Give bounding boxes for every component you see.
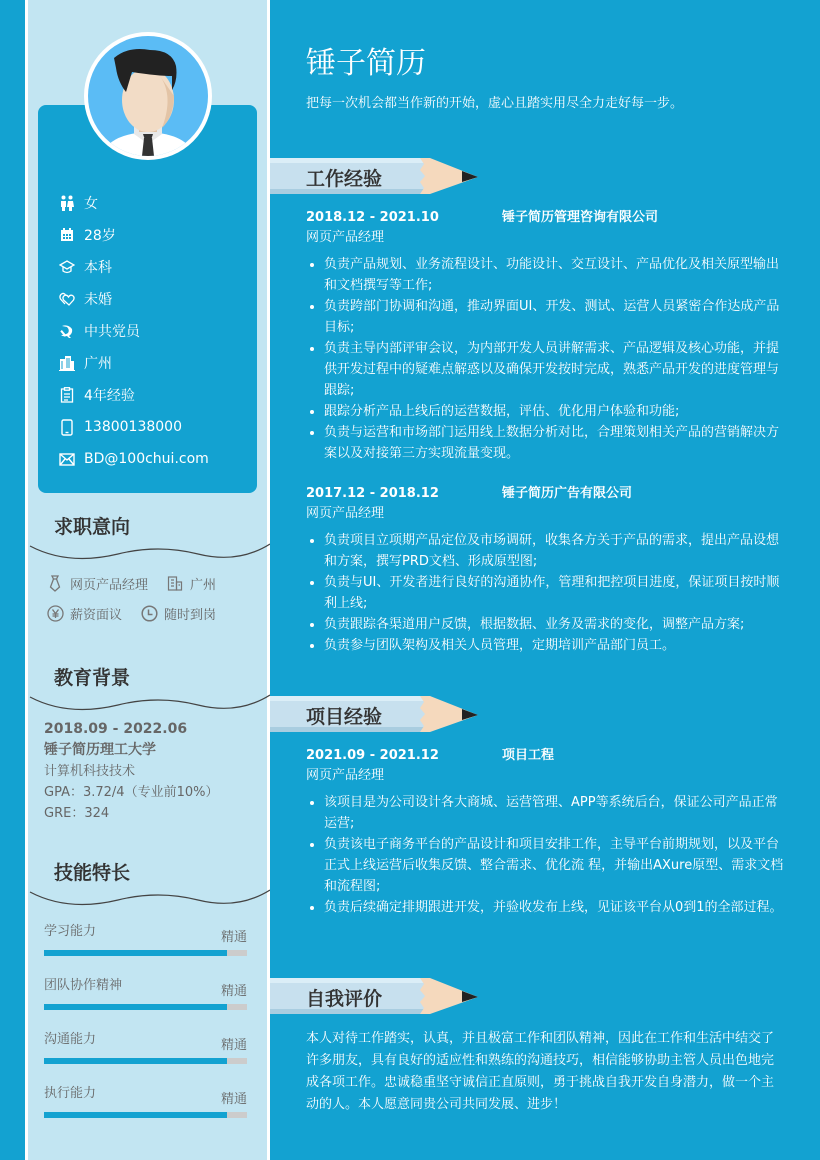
building-icon — [166, 574, 184, 592]
info-label: BD@100chui.com — [84, 451, 209, 467]
info-label: 未婚 — [84, 292, 112, 308]
self-eval-section-header — [270, 978, 480, 1018]
info-gender — [58, 187, 209, 219]
skill-progress-fill — [44, 950, 227, 956]
info-experience — [58, 379, 209, 411]
skill-level: 精通 — [220, 1092, 247, 1107]
skill-level: 精通 — [220, 1038, 247, 1053]
job-intent-grid — [28, 568, 267, 628]
graduation-cap-icon — [58, 258, 76, 276]
entry-period: 2021.09 - 2021.12 — [306, 748, 439, 763]
bullet-item: 负责后续确定排期跟进开发，并验收发布上线，见证该平台从0到1的全部过程。 — [306, 897, 786, 918]
section-title: 技能特长 — [54, 862, 131, 884]
info-degree — [58, 251, 209, 283]
info-politics — [58, 315, 209, 347]
info-label: 女 — [84, 196, 98, 212]
hearts-icon — [58, 290, 76, 308]
education-period: 2018.09 - 2022.06 — [44, 721, 188, 737]
intent-label: 广州 — [190, 577, 217, 593]
work-entry — [306, 208, 786, 464]
personal-info-list — [58, 187, 209, 475]
skills-section — [28, 858, 267, 1130]
entry-role: 网页产品经理 — [306, 230, 385, 245]
tie-icon — [46, 574, 64, 592]
skill-level: 精通 — [220, 984, 247, 999]
info-city — [58, 347, 209, 379]
section-title: 项目经验 — [306, 706, 383, 728]
entry-bullets — [306, 254, 786, 464]
intent-city — [166, 574, 216, 593]
info-marital — [58, 283, 209, 315]
bullet-item: 跟踪分析产品上线后的运营数据，评估、优化用户体验和功能; — [306, 401, 786, 422]
info-phone — [58, 411, 209, 443]
info-label: 13800138000 — [84, 419, 182, 435]
info-email — [58, 443, 209, 475]
skill-progress-fill — [44, 1112, 227, 1118]
motto: 把每一次机会都当作新的开始，虚心且踏实用尽全力走好每一步。 — [306, 96, 684, 111]
education-gpa: GPA：3.72/4（专业前10%） — [44, 785, 219, 800]
skill-item — [44, 914, 247, 968]
skill-level: 精通 — [220, 930, 247, 945]
phone-icon — [58, 418, 76, 436]
bullet-item: 负责该电子商务平台的产品设计和项目安排工作，主导平台前期规划，以及平台正式上线运营后收集反馈、整合需求、优化流 程，并输出AXure原型、需求文档和流程图; — [306, 834, 786, 897]
skill-progress-bar — [44, 950, 247, 956]
intent-availability — [140, 604, 216, 623]
skill-name: 团队协作精神 — [44, 978, 123, 993]
entry-period: 2017.12 - 2018.12 — [306, 486, 439, 501]
entry-company: 锤子简历广告有限公司 — [502, 486, 633, 501]
yen-icon — [46, 604, 64, 622]
skills-list — [28, 914, 267, 1130]
education-gre: GRE：324 — [44, 806, 110, 821]
entry-company: 锤子简历管理咨询有限公司 — [502, 210, 659, 225]
intent-position — [46, 574, 148, 593]
bullet-item: 负责项目立项期产品定位及市场调研，收集各方关于产品的需求，提出产品设想和方案，撰写PRD文档、形成原型图; — [306, 530, 786, 572]
skill-progress-fill — [44, 1058, 227, 1064]
intent-row — [46, 568, 267, 598]
wave-divider-icon — [28, 540, 270, 562]
info-age — [58, 219, 209, 251]
skill-progress-bar — [44, 1112, 247, 1118]
wave-divider-icon — [28, 691, 270, 713]
gender-icon — [58, 194, 76, 212]
bullet-item: 负责产品规划、业务流程设计、功能设计、交互设计、产品优化及相关原型输出和文档撰写等工作; — [306, 254, 786, 296]
entry-bullets — [306, 792, 786, 918]
intent-label: 网页产品经理 — [70, 577, 149, 593]
mail-icon — [58, 450, 76, 468]
info-label: 本科 — [84, 260, 112, 276]
entry-role: 网页产品经理 — [306, 768, 385, 783]
skill-name: 沟通能力 — [44, 1032, 97, 1047]
clipboard-icon — [58, 386, 76, 404]
skill-progress-bar — [44, 1058, 247, 1064]
bullet-item: 该项目是为公司设计各大商城、运营管理、APP等系统后台，保证公司产品正常运营; — [306, 792, 786, 834]
skill-name: 执行能力 — [44, 1086, 97, 1101]
intent-label: 随时到岗 — [164, 607, 217, 623]
avatar — [84, 32, 212, 160]
bullet-item: 负责跨部门协调和沟通，推动界面UI、开发、测试、运营人员紧密合作达成产品目标; — [306, 296, 786, 338]
main-content — [270, 0, 820, 1160]
project-section-header — [270, 696, 480, 736]
wave-divider-icon — [28, 886, 270, 908]
skill-item — [44, 1076, 247, 1130]
education-school: 锤子简历理工大学 — [44, 742, 156, 758]
bullet-item: 负责参与团队架构及相关人员管理，定期培训产品部门员工。 — [306, 635, 786, 656]
skill-progress-fill — [44, 1004, 227, 1010]
calendar-icon — [58, 226, 76, 244]
section-title: 工作经验 — [306, 168, 383, 190]
education-section — [28, 663, 267, 824]
skill-name: 学习能力 — [44, 924, 97, 939]
skill-item — [44, 1022, 247, 1076]
info-label: 中共党员 — [84, 324, 140, 340]
info-label: 4年经验 — [84, 388, 135, 404]
clock-icon — [140, 604, 158, 622]
info-label: 广州 — [84, 356, 112, 372]
bullet-item: 负责主导内部评审会议，为内部开发人员讲解需求、产品逻辑及核心功能，并提供开发过程中的疑难点解惑以及确保开发按时完成，熟悉产品开发的进度管理与跟踪; — [306, 338, 786, 401]
intent-label: 薪资面议 — [70, 607, 123, 623]
entry-project: 项目工程 — [502, 748, 555, 763]
entry-role: 网页产品经理 — [306, 506, 385, 521]
resume-title: 锤子简历 — [306, 46, 426, 81]
self-eval-text: 本人对待工作踏实，认真，并且极富工作和团队精神，因此在工作和生活中结交了许多朋友，具有良好的适应性和熟练的沟通技巧，相信能够协助主管人员出色地完成各项工作。忠诚稳重坚守诚信正直原则，勇于挑战自我开发自身潜力，做一个主动的人。本人愿意同贵公司共同发展、进步！ — [306, 1031, 775, 1112]
entry-period: 2018.12 - 2021.10 — [306, 210, 439, 225]
section-title: 自我评价 — [306, 988, 383, 1010]
bullet-item: 负责与运营和市场部门运用线上数据分析对比，合理策划相关产品的营销解决方案以及对接第三方实现流量变现。 — [306, 422, 786, 464]
bullet-item: 负责与UI、开发者进行良好的沟通协作，管理和把控项目进度，保证项目按时顺利上线; — [306, 572, 786, 614]
education-major: 计算机科技技术 — [44, 764, 136, 779]
building-icon — [58, 354, 76, 372]
work-entry — [306, 484, 786, 656]
personal-info-card — [38, 105, 257, 493]
bullet-item: 负责跟踪各渠道用户反馈，根据数据、业务及需求的变化，调整产品方案; — [306, 614, 786, 635]
intent-salary — [46, 604, 122, 623]
job-intent-section — [28, 512, 267, 628]
sidebar — [25, 0, 270, 1160]
skill-progress-bar — [44, 1004, 247, 1010]
info-label: 28岁 — [84, 228, 116, 244]
work-section-header — [270, 158, 480, 198]
skill-item — [44, 968, 247, 1022]
project-entry — [306, 746, 786, 918]
party-emblem-icon — [58, 322, 76, 340]
education-details — [28, 719, 267, 824]
intent-row — [46, 598, 267, 628]
section-title: 教育背景 — [54, 667, 131, 689]
avatar-illustration-icon — [88, 36, 208, 156]
entry-bullets — [306, 530, 786, 656]
section-title: 求职意向 — [54, 516, 131, 538]
